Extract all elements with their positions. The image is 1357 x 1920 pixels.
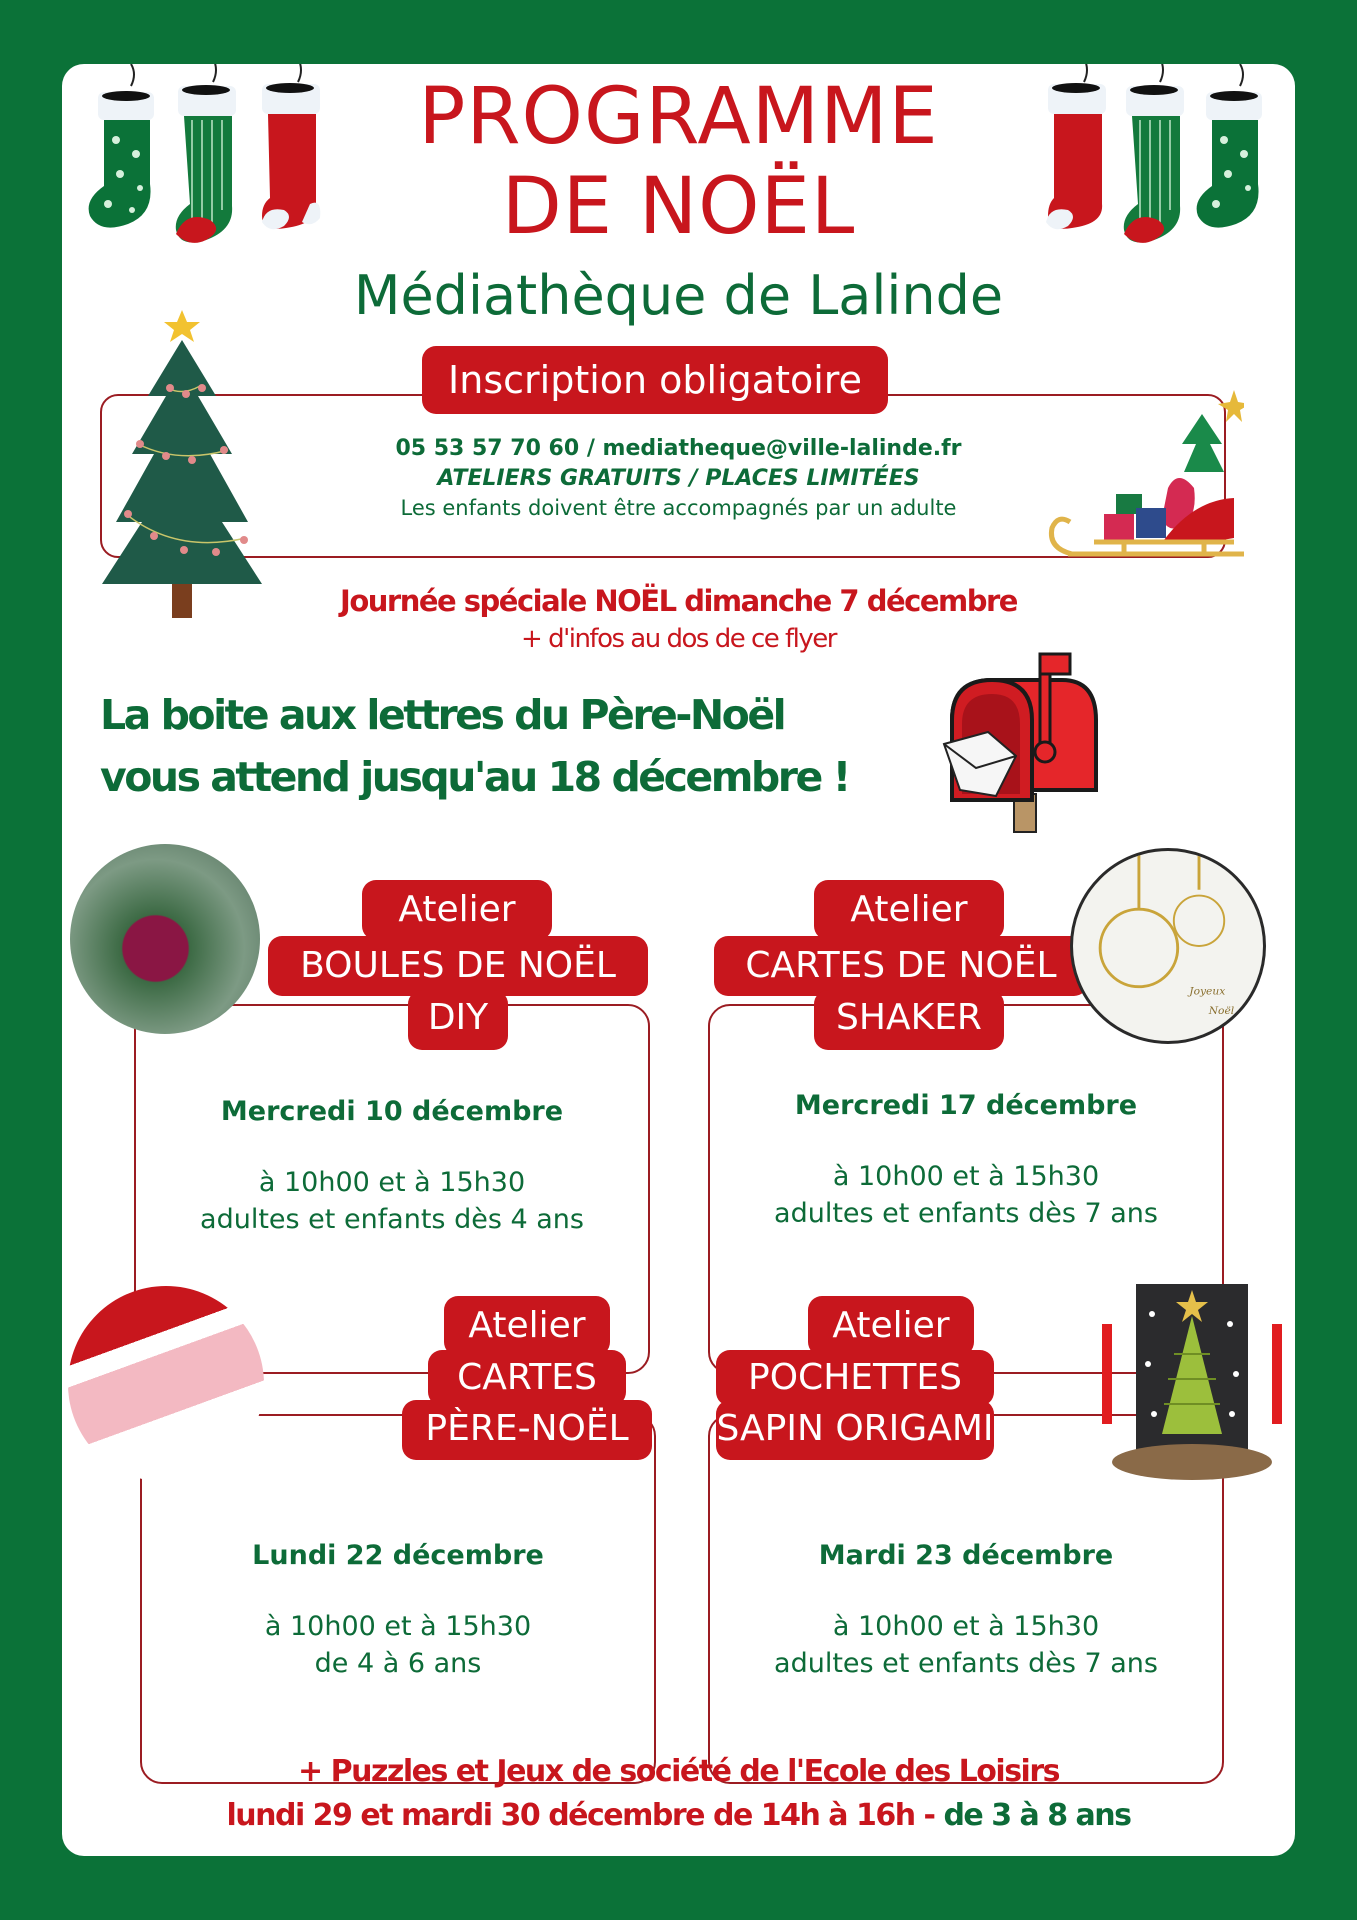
atelier-title-line-1: BOULES DE NOËL <box>268 936 648 996</box>
special-day-headline: Journée spéciale NOËL dimanche 7 décembre <box>340 584 1017 618</box>
atelier-title-line-2: PÈRE-NOËL <box>402 1400 652 1460</box>
sequin-ornament-photo <box>70 844 260 1034</box>
title-line-1: PROGRAMME <box>418 72 939 162</box>
christmas-tree-icon <box>98 304 268 624</box>
atelier-title-line-1: POCHETTES <box>716 1350 994 1406</box>
mailbox-icon <box>928 644 1118 834</box>
atelier-times: à 10h00 et à 15h30 <box>258 1167 526 1198</box>
atelier-label: Atelier <box>362 880 552 940</box>
flyer-card <box>62 64 1295 1856</box>
games-announcement: + Puzzles et Jeux de société de l'Ecole des Loisirs <box>298 1754 1059 1789</box>
atelier-audience: adultes et enfants dès 7 ans <box>774 1198 1158 1229</box>
atelier-times: à 10h00 et à 15h30 <box>264 1611 532 1642</box>
atelier-audience: adultes et enfants dès 7 ans <box>774 1648 1158 1679</box>
special-day-more-info: + d'infos au dos de ce flyer <box>521 624 836 654</box>
accompaniment-note: Les enfants doivent être accompagnés par un adulte <box>400 496 957 520</box>
svg-text:Noël: Noël <box>1208 1003 1235 1017</box>
atelier-title-line-2: SHAKER <box>814 990 1004 1050</box>
atelier-title-line-1: CARTES <box>428 1350 626 1406</box>
atelier-title-line-2: SAPIN ORIGAMI <box>716 1400 994 1460</box>
svg-text:Joyeux: Joyeux <box>1189 984 1226 998</box>
contact-info: 05 53 57 70 60 / mediatheque@ville-lalinde.fr <box>395 436 962 461</box>
atelier-audience: de 4 à 6 ans <box>314 1648 482 1679</box>
atelier-date: Lundi 22 décembre <box>252 1540 544 1571</box>
atelier-label: Atelier <box>808 1296 974 1356</box>
atelier-date: Mardi 23 décembre <box>818 1540 1114 1571</box>
atelier-title-line-2: DIY <box>408 990 508 1050</box>
registration-required-badge: Inscription obligatoire <box>422 346 888 414</box>
atelier-times: à 10h00 et à 15h30 <box>832 1161 1100 1192</box>
mailbox-line-2: vous attend jusqu'au 18 décembre ! <box>100 753 849 801</box>
library-name: Médiathèque de Lalinde <box>353 264 1004 327</box>
atelier-label: Atelier <box>444 1296 610 1356</box>
title-line-2: DE NOËL <box>501 162 856 252</box>
origami-tree-card-photo <box>1102 1284 1282 1484</box>
origami-tree-icon <box>1102 1284 1282 1484</box>
atelier-date: Mercredi 17 décembre <box>794 1090 1138 1121</box>
free-workshops-notice: ATELIERS GRATUITS / PLACES LIMITÉES <box>437 466 920 491</box>
santa-mailbox-announcement <box>100 684 849 808</box>
atelier-times: à 10h00 et à 15h30 <box>832 1611 1100 1642</box>
atelier-box-cartes-pere-noel <box>140 1414 656 1784</box>
atelier-date: Mercredi 10 décembre <box>220 1096 564 1127</box>
shaker-card-photo <box>1070 848 1266 1044</box>
mailbox-line-1: La boite aux lettres du Père-Noël <box>100 691 785 739</box>
atelier-title-line-1: CARTES DE NOËL <box>714 936 1088 996</box>
santa-card-photo <box>68 1286 264 1482</box>
sleigh-icon <box>1044 384 1244 574</box>
shaker-ornaments-icon <box>1073 851 1263 1041</box>
atelier-label: Atelier <box>814 880 1004 940</box>
games-dates: lundi 29 et mardi 30 décembre de 14h à 16h - <box>226 1798 944 1833</box>
games-age-range: de 3 à 8 ans <box>943 1798 1131 1833</box>
games-schedule <box>62 1798 1295 1833</box>
atelier-audience: adultes et enfants dès 4 ans <box>200 1204 584 1235</box>
